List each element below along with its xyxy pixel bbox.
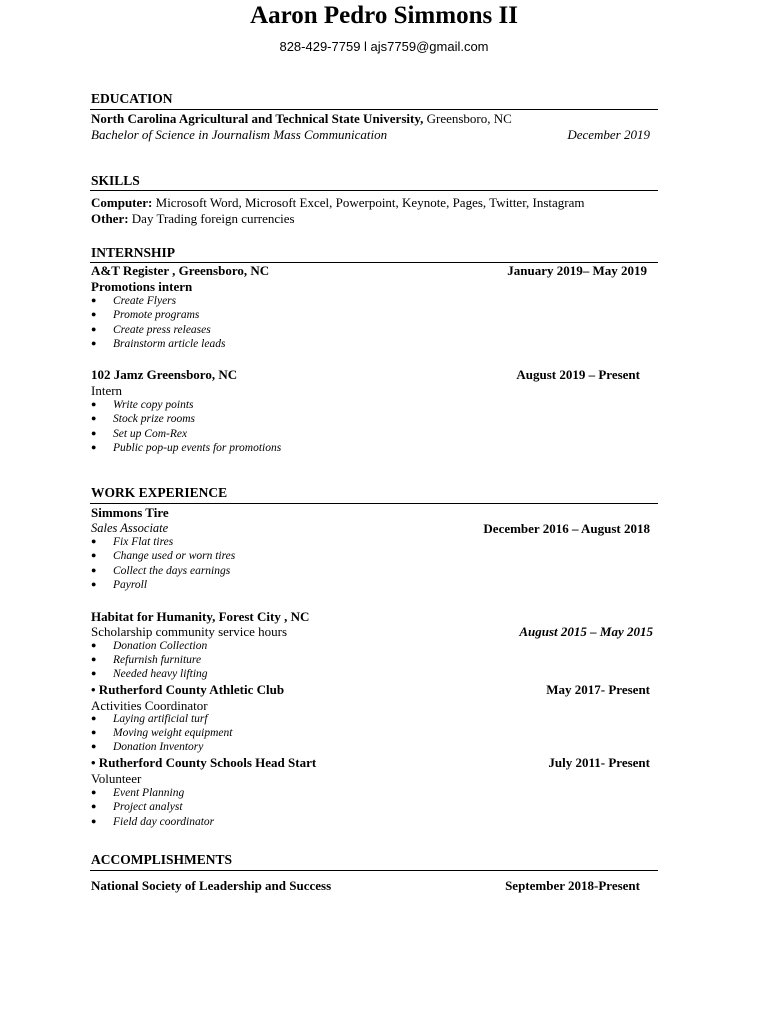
- bullet-item: ● Laying artificial turf: [91, 713, 208, 725]
- bullet-icon: ●: [91, 565, 97, 575]
- bullet-item: ● Field day coordinator: [91, 816, 215, 828]
- bullet-icon: ●: [91, 338, 97, 348]
- resume-name: Aaron Pedro Simmons II: [250, 2, 518, 29]
- bullet-item: ● Donation Inventory: [91, 741, 204, 753]
- bullet-item: ● Payroll: [91, 579, 148, 591]
- skills-other: [91, 211, 295, 227]
- bullet-item: ● Set up Com-Rex: [91, 428, 188, 440]
- bullet-icon: ●: [91, 399, 97, 409]
- bullet-icon: ●: [91, 713, 97, 723]
- education-school: North Carolina Agricultural and Technical State University,: [91, 111, 424, 126]
- bullet-icon: ●: [91, 654, 97, 664]
- bullet-item: ● Collect the days earnings: [91, 565, 231, 577]
- skills-computer-label: Computer:: [91, 195, 153, 210]
- bullet-icon: ●: [91, 787, 97, 797]
- bullet-item: ● Create press releases: [91, 324, 211, 336]
- bullet-item: ● Fix Flat tires: [91, 536, 174, 548]
- education-location: Greensboro, NC: [423, 111, 512, 126]
- job-dates: August 2015 – May 2015: [519, 624, 653, 639]
- accomplishment-dates: September 2018-Present: [505, 878, 640, 893]
- job-role: Activities Coordinator: [91, 698, 208, 713]
- job-dates: May 2017- Present: [546, 682, 650, 697]
- job-org: Habitat for Humanity, Forest City , NC: [91, 609, 310, 624]
- skills-other-value: Day Trading foreign currencies: [128, 211, 295, 226]
- job-role: Promotions intern: [91, 279, 193, 294]
- section-heading-accomplishments: ACCOMPLISHMENTS: [91, 852, 233, 867]
- bullet-icon: ●: [91, 536, 97, 546]
- bullet-icon: ●: [91, 550, 97, 560]
- accomplishment-item: National Society of Leadership and Success: [91, 878, 332, 893]
- bullet-item: ● Stock prize rooms: [91, 413, 195, 425]
- section-divider: [90, 190, 658, 191]
- bullet-item: ● Write copy points: [91, 399, 194, 411]
- bullet-item: ● Needed heavy lifting: [91, 668, 208, 680]
- bullet-item: ● Change used or worn tires: [91, 550, 236, 562]
- section-heading-education: EDUCATION: [91, 91, 173, 106]
- bullet-item: ● Donation Collection: [91, 640, 208, 652]
- job-role: Intern: [91, 383, 123, 398]
- job-role: Sales Associate: [91, 521, 169, 535]
- job-role: Volunteer: [91, 771, 142, 786]
- bullet-item: ● Event Planning: [91, 787, 185, 799]
- skills-computer-value: Microsoft Word, Microsoft Excel, Powerpoint, Keynote, Pages, Twitter, Instagram: [152, 195, 585, 210]
- education-date: December 2019: [567, 127, 650, 142]
- job-dates: December 2016 – August 2018: [483, 521, 650, 536]
- section-divider: [90, 503, 658, 504]
- bullet-icon: ●: [91, 413, 97, 423]
- bullet-icon: ●: [91, 309, 97, 319]
- bullet-item: ● Refurnish furniture: [91, 654, 202, 666]
- section-divider: [90, 109, 658, 110]
- bullet-icon: ●: [91, 428, 97, 438]
- job-org: Simmons Tire: [91, 505, 169, 520]
- section-heading-skills: SKILLS: [91, 173, 140, 188]
- contact-info: 828-429-7759 l ajs7759@gmail.com: [279, 39, 489, 54]
- skills-other-label: Other:: [91, 211, 129, 226]
- bullet-icon: ●: [91, 579, 97, 589]
- job-dates: January 2019– May 2019: [507, 263, 647, 278]
- job-role: Scholarship community service hours: [91, 624, 288, 639]
- bullet-icon: ●: [91, 442, 97, 452]
- job-dates: July 2011- Present: [548, 755, 650, 770]
- bullet-icon: ●: [91, 640, 97, 650]
- job-org: A&T Register , Greensboro, NC: [91, 263, 270, 278]
- bullet-item: ● Create Flyers: [91, 295, 177, 307]
- section-heading-work-experience: WORK EXPERIENCE: [91, 485, 228, 500]
- bullet-item: ● Promote programs: [91, 309, 200, 321]
- bullet-item: ● Public pop-up events for promotions: [91, 442, 282, 454]
- bullet-icon: ●: [91, 295, 97, 305]
- bullet-icon: ●: [91, 801, 97, 811]
- education-school-line: [91, 111, 512, 127]
- bullet-icon: ●: [91, 324, 97, 334]
- section-heading-internship: INTERNSHIP: [91, 245, 176, 260]
- job-org: 102 Jamz Greensboro, NC: [91, 367, 238, 382]
- bullet-icon: ●: [91, 741, 97, 751]
- bullet-item: ● Project analyst: [91, 801, 183, 813]
- job-org: • Rutherford County Athletic Club: [91, 682, 285, 697]
- skills-computer: [91, 195, 585, 211]
- job-dates: August 2019 – Present: [516, 367, 640, 382]
- job-org: • Rutherford County Schools Head Start: [91, 755, 317, 770]
- education-degree: Bachelor of Science in Journalism Mass Communication: [91, 127, 388, 142]
- bullet-icon: ●: [91, 816, 97, 826]
- bullet-icon: ●: [91, 727, 97, 737]
- section-divider: [90, 870, 658, 871]
- bullet-item: ● Brainstorm article leads: [91, 338, 226, 350]
- bullet-icon: ●: [91, 668, 97, 678]
- bullet-item: ● Moving weight equipment: [91, 727, 233, 739]
